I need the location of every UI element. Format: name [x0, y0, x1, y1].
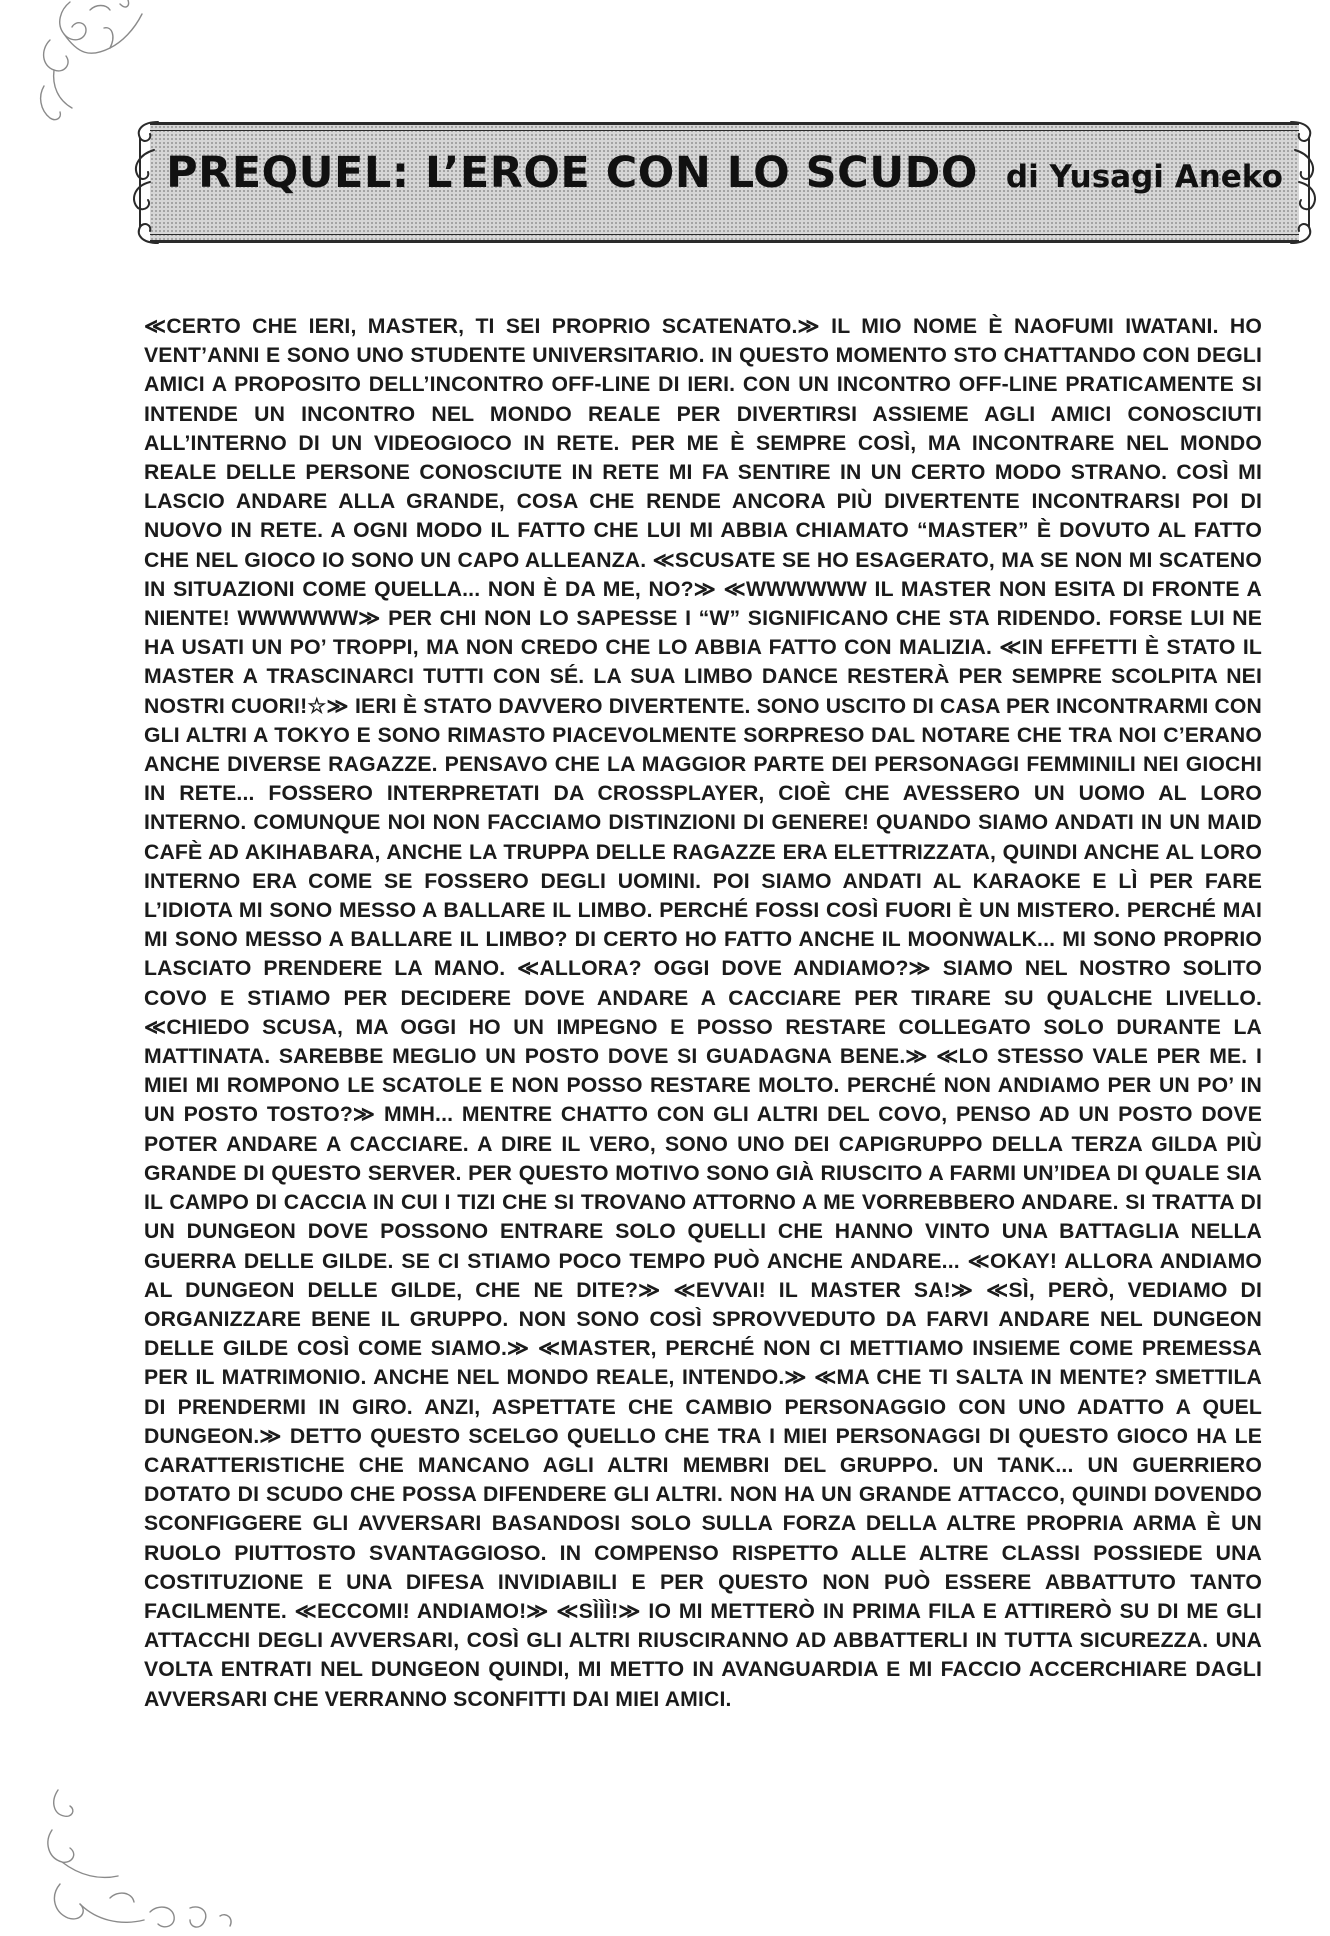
title-banner — [122, 110, 1327, 255]
page-title: PREQUEL: L’EROE CON LO SCUDO — [166, 148, 978, 198]
title-row — [122, 148, 1327, 198]
corner-flourish-bottom-left — [40, 1780, 240, 1936]
author-credit: di Yusagi Aneko — [1005, 159, 1283, 195]
corner-flourish-top-left — [30, 0, 150, 125]
body-paragraph: ≪CERTO CHE IERI, MASTER, TI SEI PROPRIO SCATENATO.≫ IL MIO NOME È NAOFUMI IWATANI. HO VENT’ANNI E SONO UNO STUDENTE UNIVERSITARIO. IN QUESTO MOMENTO STO CHATTANDO CON DEGLI AMICI A PROPOSITO DELL’INCONTRO OFF-LINE DI IERI. CON UN INCONTRO OFF-LINE PRATICAMENTE SI INTENDE UN INCONTRO NEL MONDO REALE PER DIVERTIRSI ASSIEME AGLI AMICI CONOSCIUTI ALL’INTERNO DI UN VIDEOGIOCO IN RETE. PER ME È SEMPRE COSÌ, MA INCONTRARE NEL MONDO REALE DELLE PERSONE CONOSCIUTE IN RETE MI FA SENTIRE IN UN CERTO MODO STRANO. COSÌ MI LASCIO ANDARE ALLA GRANDE, COSA CHE RENDE ANCORA PIÙ DIVERTENTE INCONTRARSI POI DI NUOVO IN RETE. A OGNI MODO IL FATTO CHE LUI MI ABBIA CHIAMATO “MASTER” È DOVUTO AL FATTO CHE NEL GIOCO IO SONO UN CAPO ALLEANZA. ≪SCUSATE SE HO ESAGERATO, MA SE NON MI SCATENO IN SITUAZIONI COME QUELLA... NON È DA ME, NO?≫ ≪WWWWWW IL MASTER NON ESITA DI FRONTE A NIENTE! WWWWWW≫ PER CHI NON LO SAPESSE I “W” SIGNIFICANO CHE STA RIDENDO. FORSE LUI NE HA USATI UN PO’ TROPPI, MA NON CREDO CHE LO ABBIA FATTO CON MALIZIA. ≪IN EFFETTI È STATO IL MASTER A TRASCINARCI TUTTI CON SÉ. LA SUA LIMBO DANCE RESTERÀ PER SEMPRE SCOLPITA NEI NOSTRI CUORI!☆≫ IERI È STATO DAVVERO DIVERTENTE. SONO USCITO DI CASA PER INCONTRARMI CON GLI ALTRI A TOKYO E SONO RIMASTO PIACEVOLMENTE SORPRESO DAL NOTARE CHE TRA NOI C’ERANO ANCHE DIVERSE RAGAZZE. PENSAVO CHE LA MAGGIOR PARTE DEI PERSONAGGI FEMMINILI NEI GIOCHI IN RETE... FOSSERO INTERPRETATI DA CROSSPLAYER, CIOÈ CHE AVESSERO UN UOMO AL LORO INTERNO. COMUNQUE NOI NON FACCIAMO DISTINZIONI DI GENERE! QUANDO SIAMO ANDATI IN UN MAID CAFÈ AD AKIHABARA, ANCHE LA TRUPPA DELLE RAGAZZE ERA ELETTRIZZATA, QUINDI ANCHE AL LORO INTERNO ERA COME SE FOSSERO DEGLI UOMINI. POI SIAMO ANDATI AL KARAOKE E LÌ PER FARE L’IDIOTA MI SONO MESSO A BALLARE IL LIMBO. PERCHÉ FOSSI COSÌ FUORI È UN MISTERO. PERCHÉ MAI MI SONO MESSO A BALLARE IL LIMBO? DI CERTO HO FATTO ANCHE IL MOONWALK... MI SONO PROPRIO LASCIATO PRENDERE LA MANO. ≪ALLORA? OGGI DOVE ANDIAMO?≫ SIAMO NEL NOSTRO SOLITO COVO E STIAMO PER DECIDERE DOVE ANDARE A CACCIARE PER TIRARE SU QUALCHE LIVELLO. ≪CHIEDO SCUSA, MA OGGI HO UN IMPEGNO E POSSO RESTARE COLLEGATO SOLO DURANTE LA MATTINATA. SAREBBE MEGLIO UN POSTO DOVE SI GUADAGNA BENE.≫ ≪LO STESSO VALE PER ME. I MIEI MI ROMPONO LE SCATOLE E NON POSSO RESTARE MOLTO. PERCHÉ NON ANDIAMO PER UN PO’ IN UN POSTO TOSTO?≫ MMH... MENTRE CHATTO CON GLI ALTRI DEL COVO, PENSO AD UN POSTO DOVE POTER ANDARE A CACCIARE. A DIRE IL VERO, SONO UNO DEI CAPIGRUPPO DELLA TERZA GILDA PIÙ GRANDE DI QUESTO SERVER. PER QUESTO MOTIVO SONO GIÀ RIUSCITO A FARMI UN’IDEA DI QUALE SIA IL CAMPO DI CACCIA IN CUI I TIZI CHE SI TROVANO ATTORNO A ME VORREBBERO ANDARE. SI TRATTA DI UN DUNGEON DOVE POSSONO ENTRARE SOLO QUELLI CHE HANNO VINTO UNA BATTAGLIA NELLA GUERRA DELLE GILDE. SE CI STIAMO POCO TEMPO PUÒ ANCHE ANDARE... ≪OKAY! ALLORA ANDIAMO AL DUNGEON DELLE GILDE, CHE NE DITE?≫ ≪EVVAI! IL MASTER SA!≫ ≪SÌ, PERÒ, VEDIAMO DI ORGANIZZARE BENE IL GRUPPO. NON SONO COSÌ SPROVVEDUTO DA FARVI ANDARE NEL DUNGEON DELLE GILDE COSÌ COME SIAMO.≫ ≪MASTER, PERCHÉ NON CI METTIAMO INSIEME COME PREMESSA PER IL MATRIMONIO. ANCHE NEL MONDO REALE, INTENDO.≫ ≪MA CHE TI SALTA IN MENTE? SMETTILA DI PRENDERMI IN GIRO. ANZI, ASPETTATE CHE CAMBIO PERSONAGGIO CON UNO ADATTO A QUEL DUNGEON.≫ DETTO QUESTO SCELGO QUELLO CHE TRA I MIEI PERSONAGGI DI QUESTO GIOCO HA LE CARATTERISTICHE CHE MANCANO AGLI ALTRI MEMBRI DEL GRUPPO. UN TANK... UN GUERRIERO DOTATO DI SCUDO CHE POSSA DIFENDERE GLI ALTRI. NON HA UN GRANDE ATTACCO, QUINDI DOVENDO SCONFIGGERE GLI AVVERSARI BASANDOSI SOLO SULLA FORZA DELLA ALTRE PROPRIA ARMA È UN RUOLO PIUTTOSTO SVANTAGGIOSO. IN COMPENSO RISPETTO ALLE ALTRE CLASSI POSSIEDE UNA COSTITUZIONE E UNA DIFESA INVIDIABILI E PER QUESTO NON PUÒ ESSERE ABBATTUTO TANTO FACILMENTE. ≪ECCOMI! ANDIAMO!≫ ≪SÌÌÌ!≫ IO MI METTERÒ IN PRIMA FILA E ATTIRERÒ SU DI ME GLI ATTACCHI DEGLI AVVERSARI, COSÌ GLI ALTRI RIUSCIRANNO AD ABBATTERLI IN TUTTA SICUREZZA. UNA VOLTA ENTRATI NEL DUNGEON QUINDI, MI METTO IN AVANGUARDIA E MI FACCIO ACCERCHIARE DAGLI AVVERSARI CHE VERRANNO SCONFITTI DAI MIEI AMICI. — [144, 315, 1262, 1711]
